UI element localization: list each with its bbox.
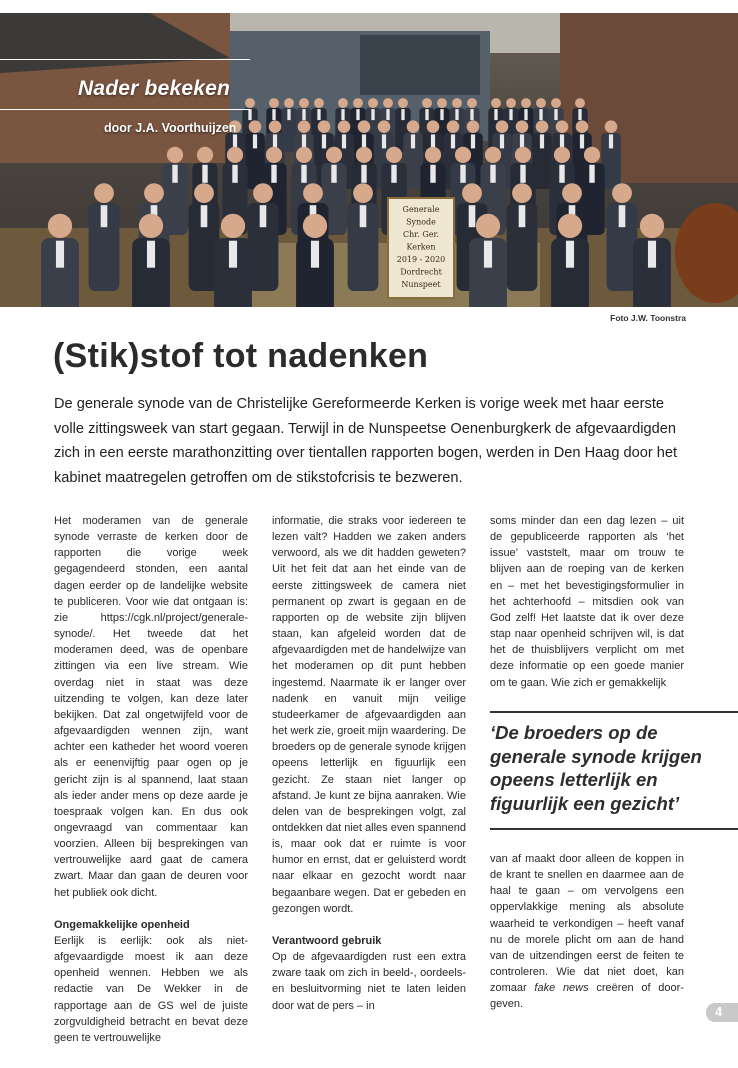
byline: door J.A. Voorthuijzen (104, 121, 237, 135)
section-kicker: Nader bekeken (78, 77, 231, 100)
paragraph: Het moderamen van de generale synode verraste de kerken door de rapporten die vorige week gegagendeerd stonden, een aantal dagen eerder op de landelijke website te publiceren. Voor wie dat ontgaan is: zie https://cgk.nl/project/generale-synode/. Het tweede dat het moderamen deed, was de openbare zittingen via een live stream. Wie overdag niet in staat was deze uitzending te volgen, kan deze later bekijken. Dat zal ongetwijfeld voor de afgevaardigden wennen zijn, want achter een katheder het woord voeren als er eenenvijftig paar ogen op je gericht zijn is al spannend, laat staan als ieder ander mens op deze aarde je toespraak volgen kan. En dus ook ongevraagd van commentaar kan voorzien. Alleen bij besprekingen van vertrouwelijke aard gaat de camera zwart. Maar dan gaan de deuren voor het publiek ook dicht. (54, 515, 248, 899)
paragraph: soms minder dan een dag lezen – uit de gepubliceerde rapporten als ‘het issue’ vaststelt, maar om trouw te blijven aan de roeping van de kerken en – met het bevestigingsformulier in het achterhoofd – mitsdien ook van God zelf! Het laatste dat ik over deze stap naar openheid schrijven wil, is dat het de thuisblijvers verplicht om met deze informatie op een goede manier om te gaan. Wie zich er gemakkelijk (490, 515, 684, 689)
sign-line: Kerken (406, 242, 436, 252)
group-photo-illustration (0, 13, 738, 307)
kicker-rule-bottom (0, 109, 250, 110)
pull-quote: ‘De broeders op de generale synode krijgen opeens letterlijk en figuurlijk een gezicht’ (490, 722, 702, 814)
pull-quote-rule-top (490, 711, 738, 713)
subheading: Verantwoord gebruik (272, 934, 382, 947)
article-lead: De generale synode van de Christelijke Gereformeerde Kerken is vorige week met haar eerste volle zittingsweek van start gegaan. Terwijl in de Nunspeetse Oenenburgkerk de afgevaardigden zich in een eerste marathonzitting over tientallen rapporten bogen, werden in Den Haag door het kabinet maatregelen getroffen om de stikstofcrisis te bezweren. (54, 396, 678, 486)
column-2 (272, 513, 466, 1014)
photo-credit: Foto J.W. Toonstra (610, 313, 686, 323)
sign-line: Synode (406, 217, 436, 227)
sign-line: Generale (402, 205, 440, 214)
kicker-rule-top (0, 59, 250, 60)
paragraph-text: creëren of doorgeven. (490, 982, 684, 1011)
sign-line: 2019 - 2020 (396, 255, 446, 264)
sign-line: Nunspeet (401, 280, 441, 289)
paragraph (490, 851, 684, 1013)
paragraph-text: van af maakt door alleen de koppen in de krant te snellen en daarmee aan de haal te gaan – om vervolgens een oppervlakkige mening als absolute waarheid te verkondigen – heeft vanaf nu de morele plicht om aan de hand van de uitzendingen eerst de feiten te controleren. Wie dat niet doet, kan zomaar (490, 853, 684, 995)
synod-sign (388, 198, 454, 298)
page-number-tab (706, 1003, 738, 1022)
column-3-continued (490, 851, 684, 1013)
paragraph: Eerlijk is eerlijk: ook als niet-afgevaardigde moest ik aan deze openheid wennen. Hebben we als redactie van De Wekker in de rapportage aan de GS wel de juiste zorgvuldigheid betracht en bevat deze geen te vertrouwelijke (54, 934, 248, 1044)
group-photo (0, 13, 738, 307)
page-number: 4 (715, 1004, 723, 1019)
sign-line: Chr. Ger. (403, 230, 439, 239)
article-title: (Stik)stof tot nadenken (53, 337, 429, 375)
sign-line: Dordrecht (400, 267, 442, 277)
paragraph: informatie, die straks voor iedereen te lezen valt? Hadden we zaken anders verwoord, als we dit hadden geweten? Uit het feit dat aan het einde van de eerste zittingsweek de camera niet permanent op zwart is gegaan en de rapporten op de website zijn blijven staan, kan afgeleid worden dat de afgevaardigden met de handelwijze van het moderamen op dit punt hebben ingestemd. Naarmate ik er langer over nadenk en vanuit mijn veilige studeerkamer de afgevaardigden aan het werk zie, groeit mijn waardering. De broeders op de generale synode krijgen opeens letterlijk en figuurlijk een gezicht. Ze staan niet langer op afstand. Je kunt ze bijna aanraken. Wie delen van de besprekingen volgt, zal ontdekken dat niet alles even spannend is, maar ook dat er ruimte is voor humor en ernst, dat er geluisterd wordt naar elkaar en gezocht wordt naar begaanbare wegen. Dat er gebeden en gezongen wordt. (272, 515, 466, 915)
column-1 (54, 513, 248, 1046)
paragraph: Op de afgevaardigden rust een extra zware taak om zich in beeld-, oordeels- en besluitvorming niet te laten leiden door wat de pers – in (272, 951, 466, 1012)
column-3 (490, 513, 684, 691)
pull-quote-rule-bottom (490, 828, 738, 830)
subheading: Ongemakkelijke openheid (54, 918, 190, 931)
emphasis-fake-news: fake news (534, 982, 589, 995)
